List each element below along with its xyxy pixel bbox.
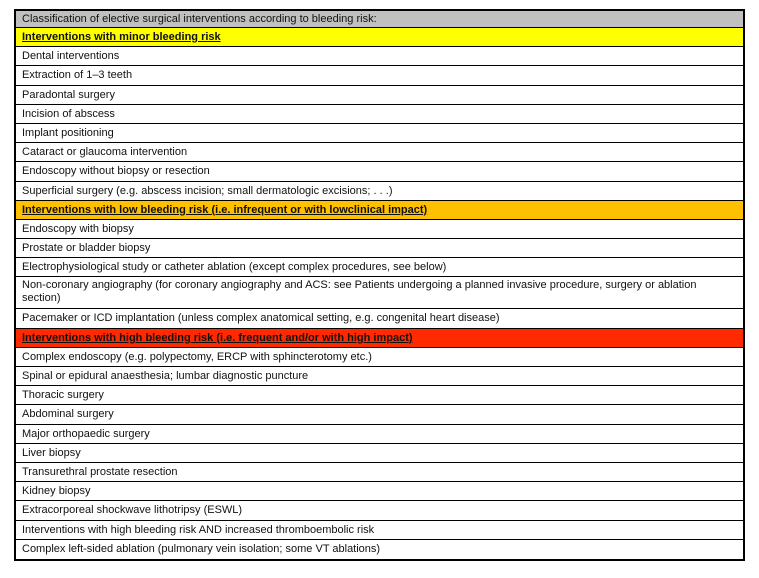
table-row: Interventions with high bleeding risk AND increased thromboembolic risk — [16, 521, 743, 540]
table-row: Complex left-sided ablation (pulmonary vein isolation; some VT ablations) — [22, 542, 381, 555]
table-row: Pacemaker or ICD implantation (unless complex anatomical setting, e.g. congenital heart disease) — [16, 309, 743, 328]
table-row: Transurethral prostate resection — [16, 463, 743, 482]
bleeding-risk-table — [14, 9, 745, 561]
table-row: Implant positioning — [16, 124, 743, 143]
table-row: Paradontal surgery — [16, 86, 743, 105]
table-title: Classification of elective surgical interventions according to bleeding risk: — [16, 11, 743, 28]
category-row: Interventions with low bleeding risk (i.e. infrequent or with lowclinical impact) — [16, 201, 743, 220]
table-row: Endoscopy with biopsy — [16, 220, 743, 239]
category-row: Interventions with high bleeding risk (i.e. frequent and/or with high impact) — [16, 329, 743, 348]
table-row: Abdominal surgery — [16, 405, 743, 424]
table-row: Incision of abscess — [16, 105, 743, 124]
table-row: Prostate or bladder biopsy — [16, 239, 743, 258]
table-row: Cataract or glaucoma intervention — [16, 143, 743, 162]
table-row: Endoscopy without biopsy or resection — [16, 162, 743, 181]
table-row: Thoracic surgery — [16, 386, 743, 405]
table-row: Extraction of 1–3 teeth — [16, 66, 743, 85]
table-row: Dental interventions — [16, 47, 743, 66]
table-row: Complex endoscopy (e.g. polypectomy, ERCP with sphincterotomy etc.) — [16, 348, 743, 367]
table-row: Major orthopaedic surgery — [16, 425, 743, 444]
table-row: Spinal or epidural anaesthesia; lumbar diagnostic puncture — [16, 367, 743, 386]
table-row: Electrophysiological study or catheter ablation (except complex procedures, see below) — [16, 258, 743, 277]
table-row: Kidney biopsy — [16, 482, 743, 501]
table-row: Non-coronary angiography (for coronary angiography and ACS: see Patients undergoing a planned invasive procedure, surgery or ablation section) — [16, 277, 743, 309]
table-row: Extracorporeal shockwave lithotripsy (ESWL) — [16, 501, 743, 520]
table-row: Liver biopsy — [16, 444, 743, 463]
table-row: Superficial surgery (e.g. abscess incision; small dermatologic excisions; . . .) — [16, 182, 743, 201]
category-row: Interventions with minor bleeding risk — [16, 28, 743, 47]
